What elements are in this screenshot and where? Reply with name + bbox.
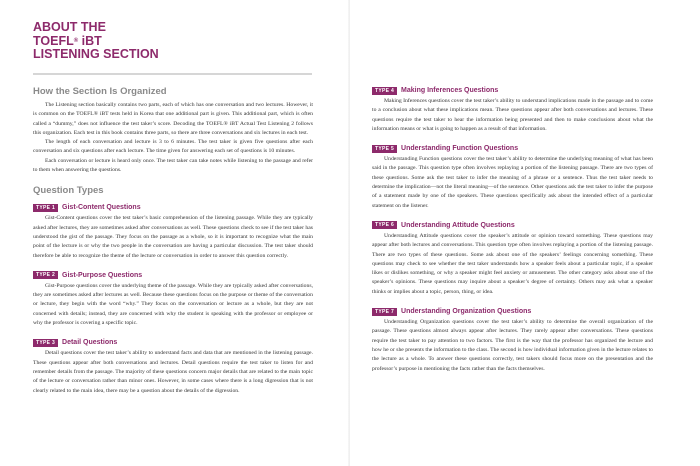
type-title: Gist-Purpose Questions bbox=[62, 271, 143, 279]
type-title: Detail Questions bbox=[62, 339, 118, 347]
type-badge: TYPE 6 bbox=[372, 221, 397, 229]
question-type-7 bbox=[372, 307, 653, 374]
type-header bbox=[372, 307, 653, 316]
type-badge: TYPE 4 bbox=[372, 87, 397, 95]
question-type-3 bbox=[33, 338, 313, 395]
type-header bbox=[33, 338, 313, 347]
type-description: Gist-Content questions cover the test taker’s basic comprehension of the listening passage. While they are typically asked after lectures, they are sometimes asked after conversations as well. These questions check to see if the test taker has understood the gist of the passage. They focus on the passage as a whole, so it is important to recognize what the main point of the lecture is or why the two people in the conversation are having a particular discussion. The test taker should therefore be able to recognize the theme of the lecture or conversation in order to answer this question correctly. bbox=[33, 215, 313, 259]
paragraph: The length of each conversation and lecture is 3 to 6 minutes. The test taker is given five questions after each conversation and six questions after each lecture. The time given for answering each set of questions is 10 minutes. bbox=[33, 139, 313, 155]
type-description: Understanding Organization questions cover the test taker’s ability to determine the overall organization of the passage. These questions almost always appear after lectures. They rarely appear after conversations. These questions require the test taker to pay attention to two factors. The first is the way that the professor has organized the lecture and how he or she presents the information to the class. The second is how individual information given in the lecture relates to the lecture as a whole. To answer these questions correctly, test takers should focus more on the presentation and the professor’s purpose in mentioning the facts rather than the facts themselves. bbox=[372, 319, 653, 372]
left-column bbox=[33, 86, 313, 406]
right-column bbox=[372, 86, 653, 384]
question-type-5 bbox=[372, 144, 653, 211]
type-description: Understanding Attitude questions cover the speaker’s attitude or opinion toward something. These questions may appear after both lectures and conversations. This question type often involves replaying a portion of the listening passage. There are two types of these questions. Some ask about one of the speakers’ feelings concerning something. These questions may check to see whether the test taker understands how a speaker feels about a particular topic, if a speaker likes or dislikes something, or why a speaker might feel anxiety or amusement. The other category asks about one of the speaker’s opinions. These questions may inquire about a speaker’s degree of certainty. Others may ask what a speaker thinks or implies about a topic, person, thing, or idea. bbox=[372, 232, 653, 295]
section-heading-question-types: Question Types bbox=[33, 185, 104, 197]
question-type-1 bbox=[33, 203, 313, 260]
title-line-2a: TOEFL bbox=[33, 33, 74, 48]
right-page bbox=[350, 0, 700, 466]
question-type-2 bbox=[33, 271, 313, 328]
section-heading-organization: How the Section Is Organized bbox=[33, 86, 167, 97]
type-badge: TYPE 2 bbox=[33, 271, 58, 279]
type-badge: TYPE 3 bbox=[33, 339, 58, 347]
type-header bbox=[372, 221, 653, 230]
type-header bbox=[33, 203, 313, 212]
type-title: Understanding Organization Questions bbox=[401, 308, 532, 316]
title-divider bbox=[33, 73, 312, 75]
type-header bbox=[33, 271, 313, 280]
type-title: Understanding Attitude Questions bbox=[401, 221, 515, 229]
type-header bbox=[372, 144, 653, 153]
paragraph: The Listening section basically contains two parts, each of which has one conversation and two lectures. However, it is common on the TOEFL® iBT tests held in Korea that one additional part is given. This additional part, which is often called a “dummy,” does not influence the test taker’s score. Decoding the TOEFL® iBT Actual Test Listening 2 follows this organization. Each test in this book contains three parts, so there are three conversations and six lectures in each test. bbox=[33, 102, 313, 136]
page-title bbox=[33, 21, 159, 62]
type-badge: TYPE 5 bbox=[372, 145, 397, 153]
type-description: Making Inferences questions cover the test taker’s ability to understand implications made in the passage and to come to a conclusion about what these implications mean. These questions appear after both conversations and lectures. These questions require the test taker to hear the information being presented and then to make conclusions about what the information means or what is going to happen as a result of that information. bbox=[372, 98, 653, 132]
paragraph: Each conversation or lecture is heard only once. The test taker can take notes while listening to the passage and refer to them when answering the questions. bbox=[33, 157, 313, 174]
type-title: Making Inferences Questions bbox=[401, 87, 499, 94]
question-type-6 bbox=[372, 221, 653, 297]
title-line-1: ABOUT THE bbox=[33, 20, 106, 34]
type-title: Gist-Content Questions bbox=[62, 204, 141, 212]
type-title: Understanding Function Questions bbox=[401, 145, 519, 153]
type-description: Detail questions cover the test taker’s ability to understand facts and data that are mentioned in the listening passage. These questions appear after both conversations and lectures. Detail questions require the test taker to listen for and remember details from the passage. The majority of these questions concern major details that are related to the main topic of the lecture or conversation rather than minor ones. However, in some cases where there is a long digression that is not clearly related to the main idea, there may be a question about the details of the digression. bbox=[33, 350, 313, 394]
title-line-2b: iBT bbox=[78, 33, 102, 48]
type-header bbox=[372, 86, 653, 95]
registered-mark: ® bbox=[73, 37, 79, 44]
question-type-4 bbox=[372, 86, 653, 134]
title-line-3: LISTENING SECTION bbox=[33, 47, 159, 61]
type-badge: TYPE 1 bbox=[33, 204, 58, 212]
type-description: Understanding Function questions cover the test taker’s ability to determine the underlying meaning of what has been said in the passage. This question type often involves replaying a portion of the listening passage. There are two types of these questions. Some ask the test taker to infer the meaning of a phrase or a sentence. Thus the test taker needs to determine the implication—not the literal meaning—of the sentence. Other questions ask the test taker to infer the purpose of a statement made by one of the speakers. These questions specifically ask about the intended effect of a particular statement on the listener. bbox=[372, 156, 653, 209]
type-description: Gist-Purpose questions cover the underlying theme of the passage. While they are typically asked after conversations, they are sometimes asked after lectures as well. Because these questions focus on the purpose or theme of the conversation or lecture, they begin with the word “why.” They focus on the conversation or lecture as a whole, but they are not concerned with details; instead, they are concerned with why the student is speaking with the professor or employee or why the professor is covering a specific topic. bbox=[33, 282, 313, 327]
type-badge: TYPE 7 bbox=[372, 308, 397, 316]
